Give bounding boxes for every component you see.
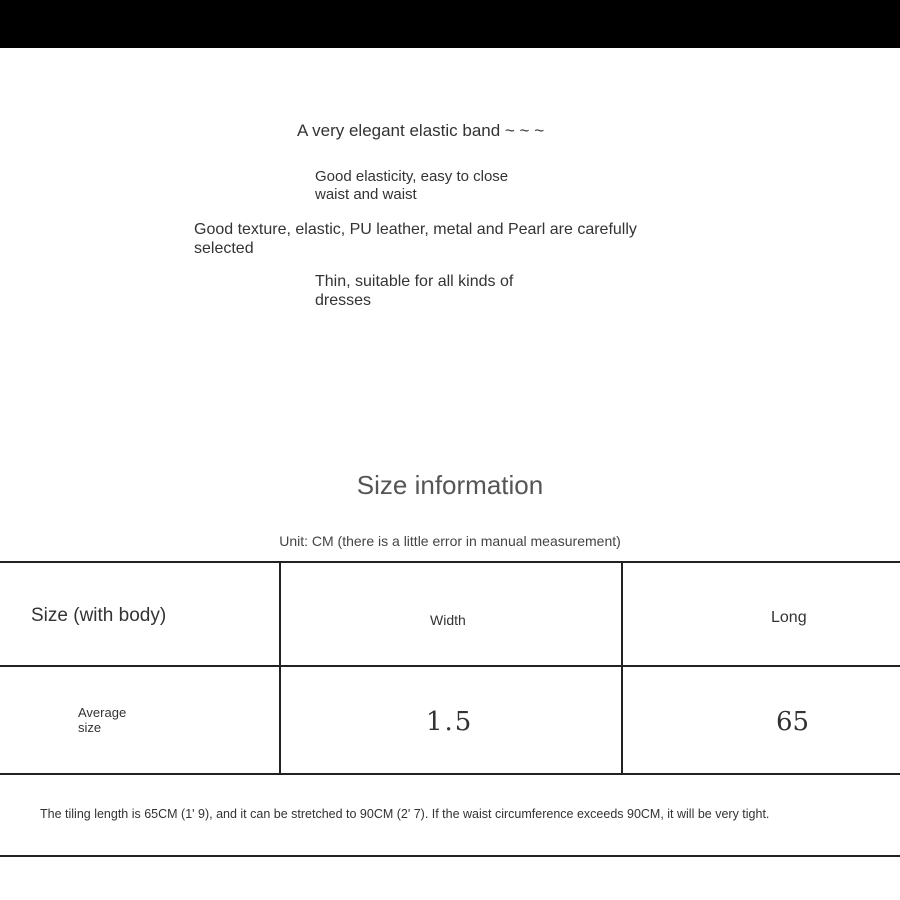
feature-texture: [194, 220, 637, 258]
row-size-label: [78, 705, 138, 735]
feature-thin-line2: dresses: [315, 292, 372, 309]
feature-elasticity-line1: Good elasticity, easy to close: [315, 168, 509, 185]
row-width-value: 1.5: [426, 707, 474, 737]
header-size: Size (with body): [31, 605, 167, 626]
size-table: [0, 561, 900, 857]
table-divider-2: [621, 561, 623, 775]
feature-thin-line1: Thin, suitable for all kinds of: [315, 273, 514, 290]
header-long: Long: [771, 609, 807, 626]
feature-elasticity-line2: waist and waist: [315, 186, 417, 203]
table-border-top: [0, 561, 900, 563]
feature-elasticity: [315, 168, 508, 204]
headline: A very elegant elastic band ~ ~ ~: [297, 121, 545, 140]
footer-note: The tiling length is 65CM (1' 9), and it can be stretched to 90CM (2' 7). If the waist circumference exceeds 90CM, it will be very tight.: [40, 807, 770, 821]
table-border-bottom: [0, 855, 900, 857]
row-long-value: 65: [776, 707, 810, 737]
feature-texture-line1: Good texture, elastic, PU leather, metal and Pearl are carefully: [194, 221, 637, 238]
unit-note: Unit: CM (there is a little error in manual measurement): [279, 533, 621, 549]
top-bar: [0, 0, 900, 48]
row-size-label-line1: Average: [78, 705, 127, 720]
table-border-row: [0, 773, 900, 775]
size-info-title: Size information: [356, 470, 544, 500]
header-width: Width: [430, 612, 466, 628]
feature-texture-line2: selected: [194, 240, 254, 257]
row-size-label-line2: size: [78, 720, 102, 735]
feature-thin: [315, 272, 513, 310]
table-border-header: [0, 665, 900, 667]
table-divider-1: [279, 561, 281, 775]
